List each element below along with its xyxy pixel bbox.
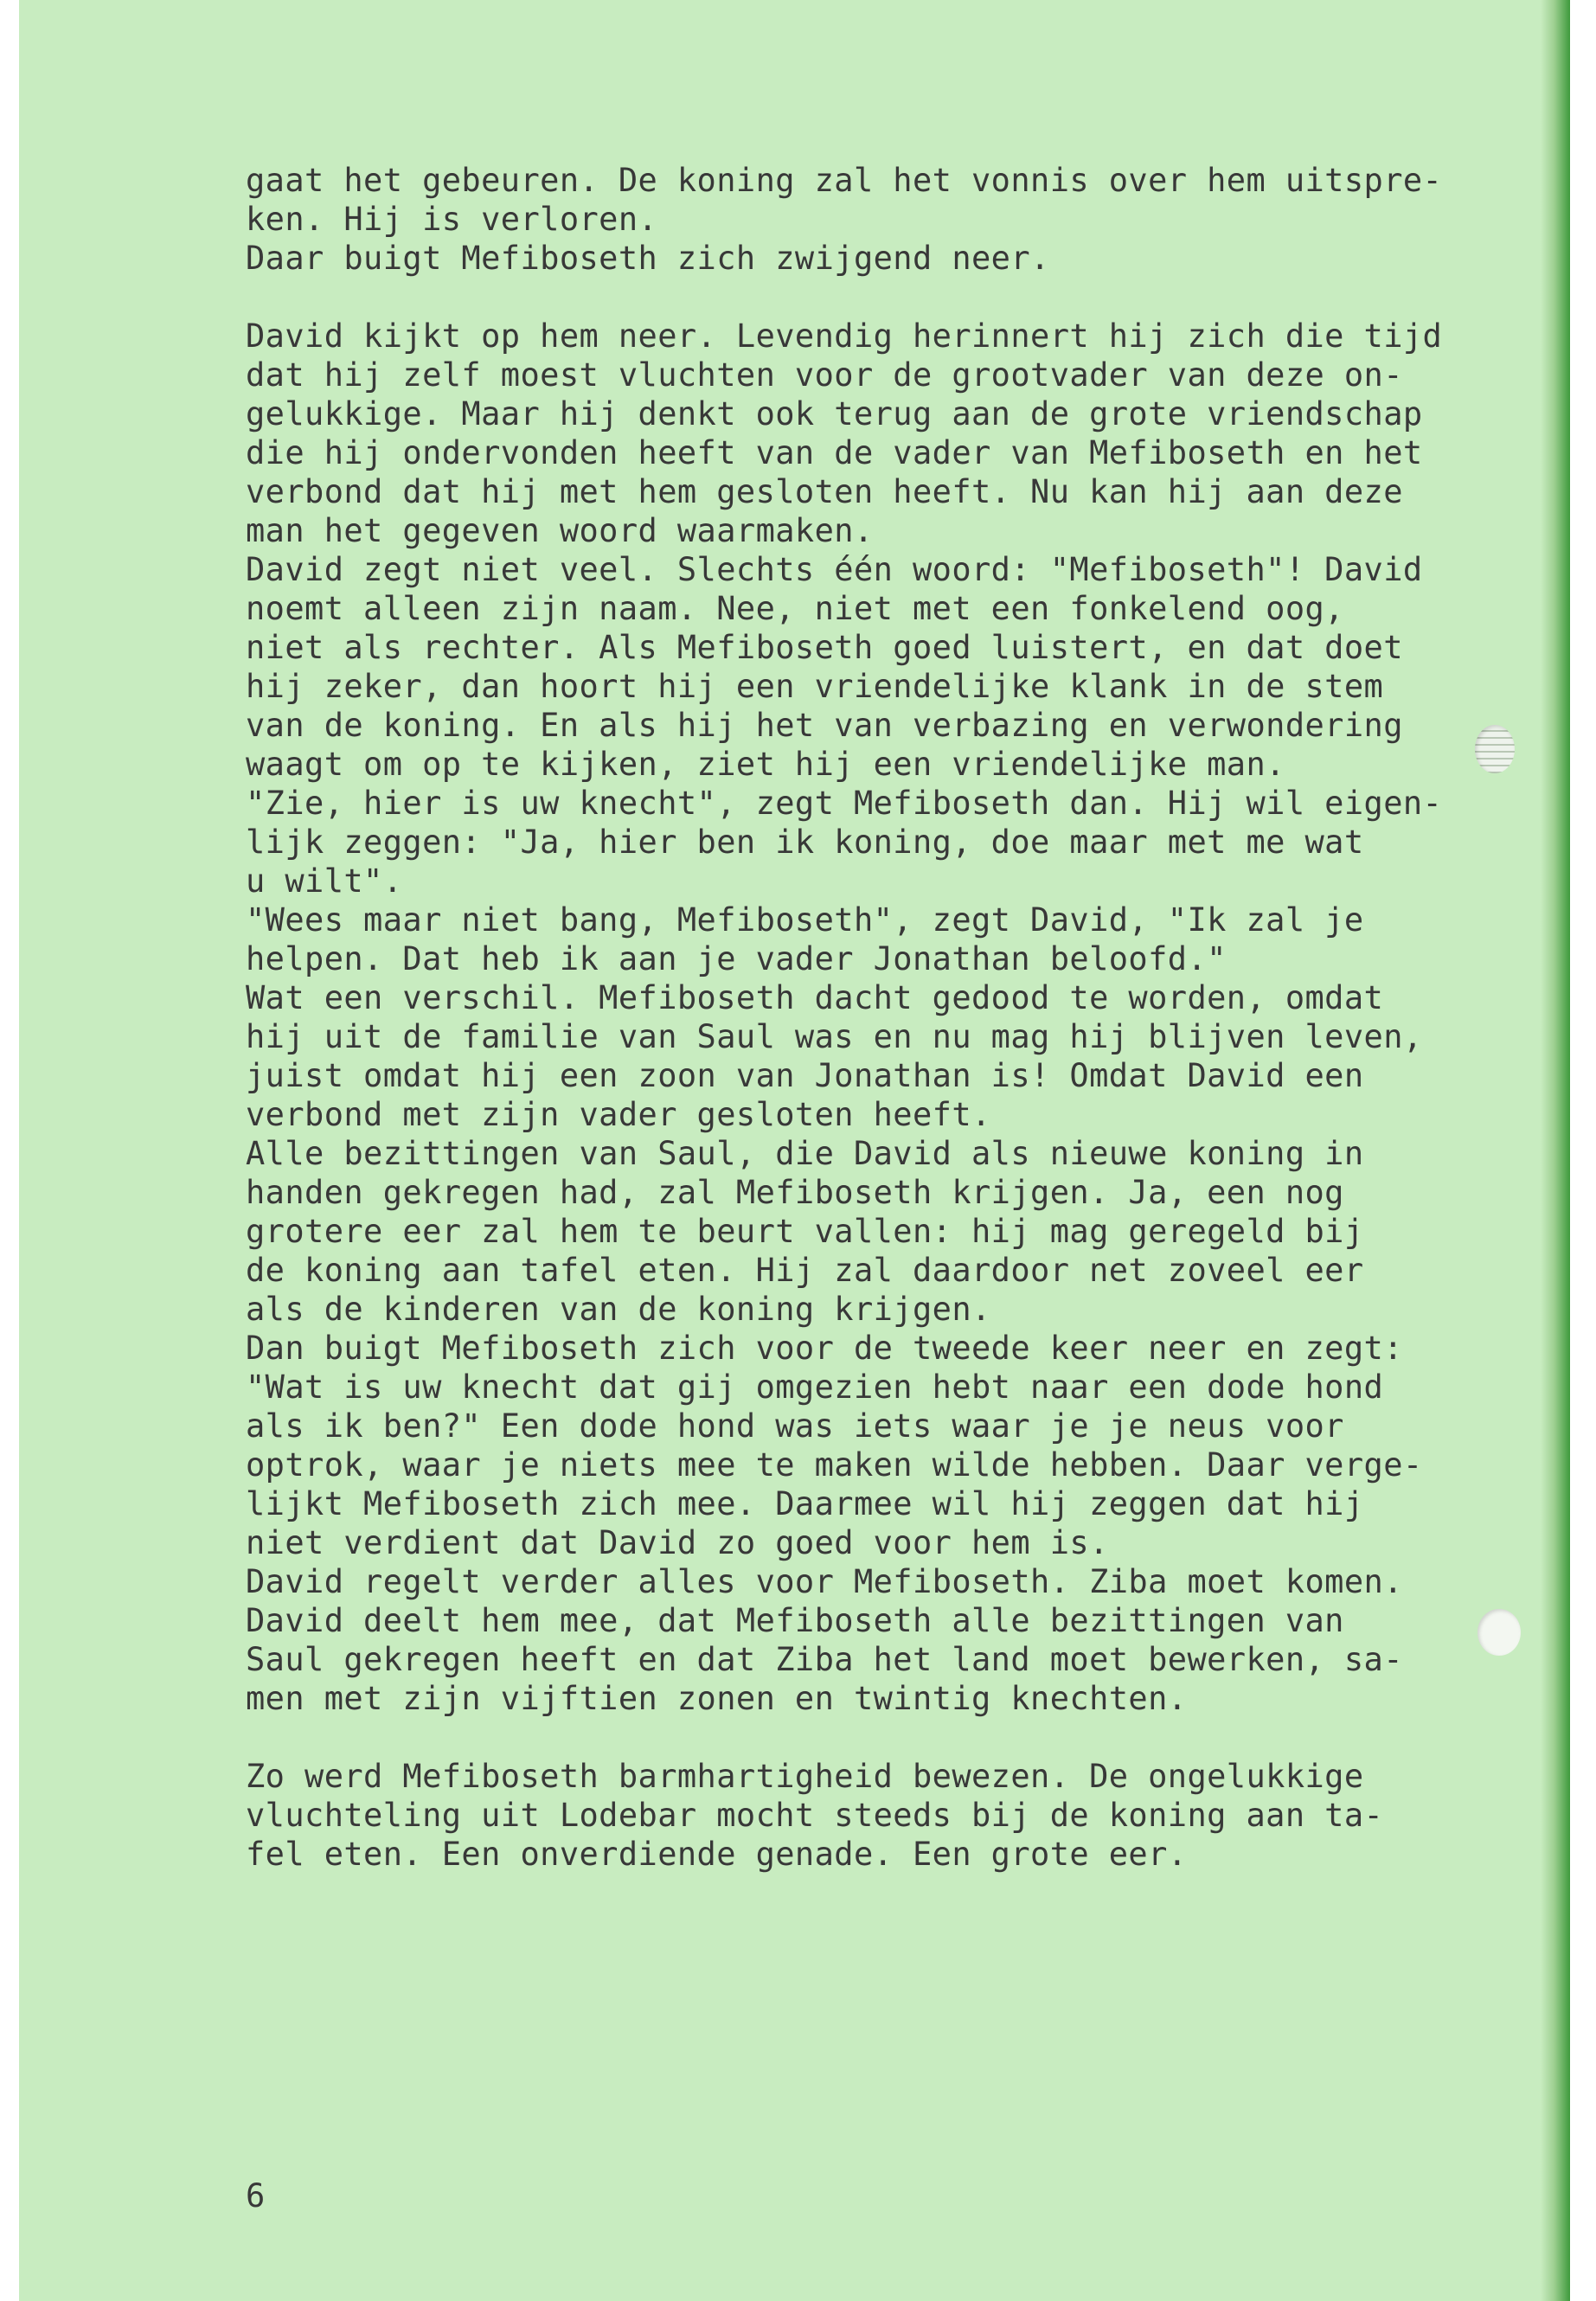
text-line: David deelt hem mee, dat Mefiboseth alle bezittingen van <box>246 1602 1344 1639</box>
binder-hole-icon <box>1477 1609 1521 1656</box>
text-line: ken. Hij is verloren. <box>246 201 658 238</box>
text-line: lijkt Mefiboseth zich mee. Daarmee wil hij zeggen dat hij <box>246 1485 1364 1522</box>
text-line: fel eten. Een onverdiende genade. Een grote eer. <box>246 1836 1188 1873</box>
text-line: men met zijn vijftien zonen en twintig knechten. <box>246 1680 1188 1717</box>
text-line: verbond met zijn vader gesloten heeft. <box>246 1096 991 1133</box>
text-line: niet verdient dat David zo goed voor hem is. <box>246 1524 1109 1561</box>
text-line: niet als rechter. Als Mefiboseth goed luistert, en dat doet <box>246 629 1403 666</box>
text-line: helpen. Dat heb ik aan je vader Jonathan beloofd." <box>246 940 1227 977</box>
text-line: hij zeker, dan hoort hij een vriendelijke klank in de stem <box>246 668 1384 705</box>
text-line: waagt om op te kijken, ziet hij een vriendelijke man. <box>246 746 1285 783</box>
text-line: handen gekregen had, zal Mefiboseth krijgen. Ja, een nog <box>246 1174 1344 1211</box>
text-line: vluchteling uit Lodebar mocht steeds bij de koning aan ta- <box>246 1797 1384 1834</box>
text-line: "Wat is uw knecht dat gij omgezien hebt naar een dode hond <box>246 1368 1384 1406</box>
text-line: Dan buigt Mefiboseth zich voor de tweede keer neer en zegt: <box>246 1330 1403 1367</box>
text-line: Zo werd Mefiboseth barmhartigheid bewezen. De ongelukkige <box>246 1758 1364 1795</box>
text-line: Alle bezittingen van Saul, die David als nieuwe koning in <box>246 1135 1364 1172</box>
text-line: juist omdat hij een zoon van Jonathan is! Omdat David een <box>246 1057 1364 1094</box>
text-line: Daar buigt Mefiboseth zich zwijgend neer. <box>246 240 1050 277</box>
text-line: David regelt verder alles voor Mefiboseth. Ziba moet komen. <box>246 1563 1403 1600</box>
text-line: "Zie, hier is uw knecht", zegt Mefiboseth dan. Hij wil eigen- <box>246 785 1443 822</box>
text-line: optrok, waar je niets mee te maken wilde hebben. Daar verge- <box>246 1446 1423 1484</box>
text-line: man het gegeven woord waarmaken. <box>246 512 874 549</box>
text-line: gaat het gebeuren. De koning zal het vonnis over hem uitspre- <box>246 162 1443 199</box>
text-line: van de koning. En als hij het van verbazing en verwondering <box>246 707 1403 744</box>
text-line: dat hij zelf moest vluchten voor de grootvader van deze on- <box>246 356 1403 394</box>
text-line: die hij ondervonden heeft van de vader van Mefiboseth en het <box>246 434 1423 471</box>
text-line: "Wees maar niet bang, Mefiboseth", zegt David, "Ik zal je <box>246 901 1364 939</box>
text-block <box>246 161 1491 1874</box>
page-number: 6 <box>246 2177 266 2214</box>
text-line: Wat een verschil. Mefiboseth dacht gedood te worden, omdat <box>246 979 1384 1016</box>
text-line: Saul gekregen heeft en dat Ziba het land moet bewerken, sa- <box>246 1641 1403 1678</box>
text-line: hij uit de familie van Saul was en nu mag hij blijven leven, <box>246 1018 1423 1055</box>
text-line: David zegt niet veel. Slechts één woord: "Mefiboseth"! David <box>246 551 1423 588</box>
text-line: grotere eer zal hem te beurt vallen: hij mag geregeld bij <box>246 1213 1364 1250</box>
text-line: als ik ben?" Een dode hond was iets waar je je neus voor <box>246 1407 1344 1445</box>
text-line: u wilt". <box>246 862 403 900</box>
paragraph-gap <box>246 278 1491 317</box>
text-line: David kijkt op hem neer. Levendig herinnert hij zich die tijd <box>246 317 1443 355</box>
text-line: lijk zeggen: "Ja, hier ben ik koning, doe maar met me wat <box>246 824 1364 861</box>
page <box>19 0 1570 2301</box>
text-line: gelukkige. Maar hij denkt ook terug aan de grote vriendschap <box>246 395 1423 433</box>
text-line: verbond dat hij met hem gesloten heeft. Nu kan hij aan deze <box>246 473 1403 510</box>
text-line: de koning aan tafel eten. Hij zal daardoor net zoveel eer <box>246 1252 1364 1289</box>
paragraph-gap <box>246 1718 1491 1757</box>
text-line: als de kinderen van de koning krijgen. <box>246 1291 991 1328</box>
text-line: noemt alleen zijn naam. Nee, niet met een fonkelend oog, <box>246 590 1344 627</box>
binder-hole-icon <box>1475 725 1515 773</box>
